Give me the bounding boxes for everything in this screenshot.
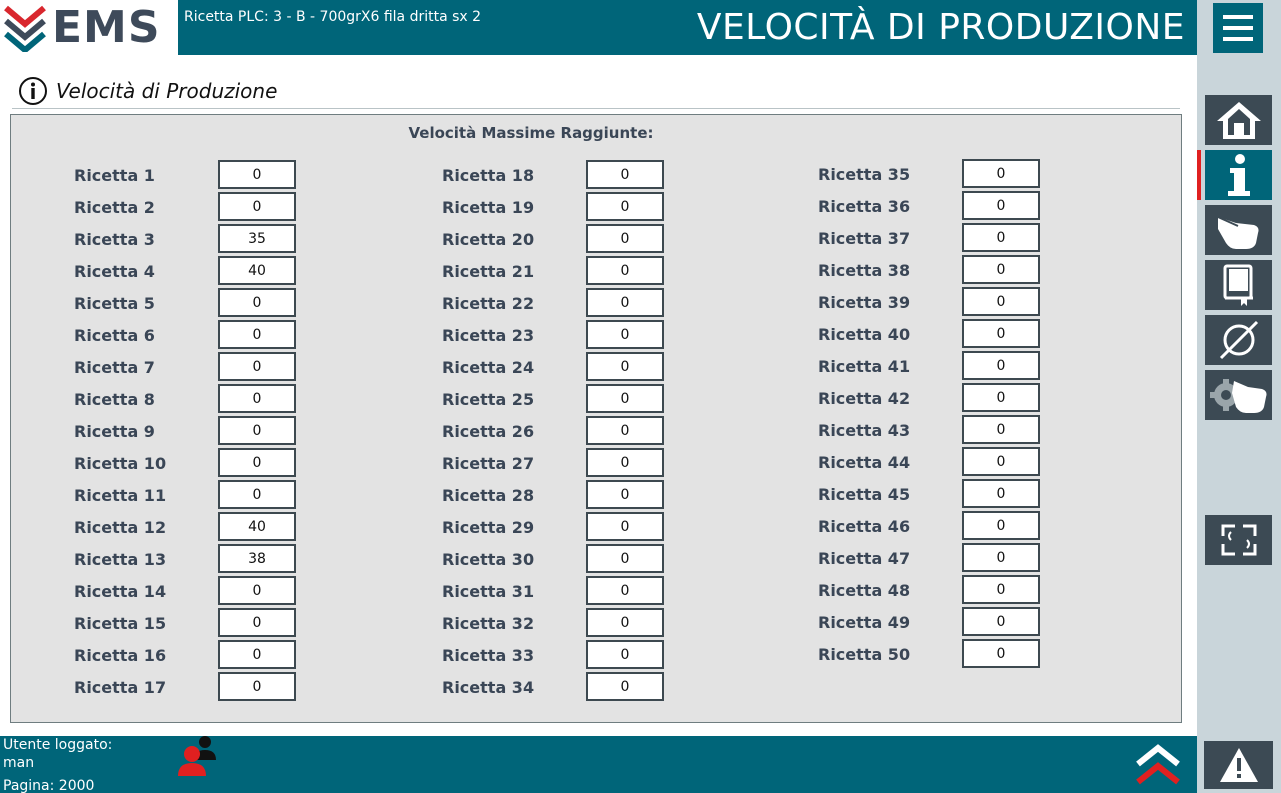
recipe-label: Ricetta 50 — [818, 645, 911, 664]
recipe-speed-field[interactable]: 0 — [586, 480, 664, 509]
alarm-icon — [1218, 746, 1260, 784]
recipe-label: Ricetta 2 — [74, 198, 155, 217]
logged-user-label: Utente loggato: — [3, 737, 113, 753]
recipe-label: Ricetta 20 — [442, 230, 535, 249]
recipe-label: Ricetta 45 — [818, 485, 911, 504]
recipe-label: Ricetta 42 — [818, 389, 911, 408]
section-title-text: Velocità di Produzione — [56, 79, 278, 103]
recipe-label: Ricetta 41 — [818, 357, 911, 376]
recipe-label: Ricetta 37 — [818, 229, 911, 248]
recipe-label: Ricetta 26 — [442, 422, 535, 441]
recipe-speed-field[interactable]: 0 — [586, 544, 664, 573]
home-icon — [1214, 99, 1264, 141]
alarm-button[interactable] — [1204, 741, 1273, 789]
panel-title: Velocità Massime Raggiunte: — [408, 124, 654, 142]
recipe-speed-field[interactable]: 0 — [586, 352, 664, 381]
recipe-speed-field[interactable]: 0 — [218, 416, 296, 445]
logo-text: EMS — [52, 2, 161, 53]
recipe-speed-field[interactable]: 40 — [218, 512, 296, 541]
recipe-speed-field[interactable]: 0 — [586, 608, 664, 637]
logged-user-name: man — [3, 755, 35, 771]
recipe-speed-field[interactable]: 0 — [218, 352, 296, 381]
gear-hand-icon — [1208, 373, 1270, 417]
plc-recipe-label: Ricetta PLC: 3 - B - 700grX6 fila dritta sx 2 — [184, 9, 482, 25]
recipe-label: Ricetta 35 — [818, 165, 911, 184]
hand-pointer-icon — [1214, 209, 1264, 251]
recipe-speed-field[interactable]: 0 — [218, 384, 296, 413]
recipe-speed-field[interactable]: 0 — [962, 415, 1040, 444]
recipe-speed-field[interactable]: 0 — [586, 384, 664, 413]
recipe-label: Ricetta 21 — [442, 262, 535, 281]
recipe-speed-field[interactable]: 0 — [218, 640, 296, 669]
recipe-speed-field[interactable]: 0 — [962, 607, 1040, 636]
recipe-speed-field[interactable]: 0 — [962, 543, 1040, 572]
diameter-button[interactable] — [1205, 315, 1272, 365]
recipe-label: Ricetta 7 — [74, 358, 155, 377]
recipe-speed-field[interactable]: 0 — [962, 575, 1040, 604]
recipe-label: Ricetta 34 — [442, 678, 535, 697]
recipe-label: Ricetta 23 — [442, 326, 535, 345]
recipe-speed-field[interactable]: 0 — [586, 160, 664, 189]
recipe-label: Ricetta 40 — [818, 325, 911, 344]
recipe-label: Ricetta 27 — [442, 454, 535, 473]
recipe-speed-field[interactable]: 0 — [218, 480, 296, 509]
recipe-label: Ricetta 44 — [818, 453, 911, 472]
book-icon — [1221, 263, 1257, 307]
diameter-icon — [1217, 318, 1261, 362]
recipe-label: Ricetta 14 — [74, 582, 167, 601]
recipe-label: Ricetta 39 — [818, 293, 911, 312]
recipe-label: Ricetta 6 — [74, 326, 155, 345]
recipe-speed-field[interactable]: 0 — [218, 576, 296, 605]
menu-button[interactable] — [1213, 3, 1263, 53]
user-icon[interactable] — [176, 734, 220, 778]
recipe-label: Ricetta 24 — [442, 358, 535, 377]
recipe-speed-field[interactable]: 0 — [218, 288, 296, 317]
recipe-label: Ricetta 1 — [74, 166, 155, 185]
recipe-speed-field[interactable]: 0 — [218, 192, 296, 221]
recipe-speed-field[interactable]: 0 — [586, 640, 664, 669]
recipe-speed-field[interactable]: 0 — [962, 383, 1040, 412]
recipe-label: Ricetta 25 — [442, 390, 535, 409]
screen-switch-button[interactable] — [1205, 515, 1272, 565]
recipe-label: Ricetta 22 — [442, 294, 535, 313]
recipe-label: Ricetta 46 — [818, 517, 911, 536]
recipe-speed-field[interactable]: 0 — [586, 256, 664, 285]
manual-control-button[interactable] — [1205, 205, 1272, 255]
recipe-speed-field[interactable]: 0 — [962, 159, 1040, 188]
header-bar — [178, 0, 1197, 55]
recipe-speed-field[interactable]: 0 — [586, 288, 664, 317]
recipe-speed-field[interactable]: 0 — [218, 672, 296, 701]
settings-manual-button[interactable] — [1205, 370, 1272, 420]
screen-switch-icon — [1217, 518, 1261, 562]
recipe-speed-field[interactable]: 38 — [218, 544, 296, 573]
recipe-label: Ricetta 29 — [442, 518, 535, 537]
recipe-label: Ricetta 32 — [442, 614, 535, 633]
recipe-label: Ricetta 49 — [818, 613, 911, 632]
recipe-label: Ricetta 12 — [74, 518, 167, 537]
recipe-speed-field[interactable]: 0 — [586, 672, 664, 701]
ems-logo — [0, 0, 178, 55]
recipe-label: Ricetta 11 — [74, 486, 167, 505]
recipe-speed-field[interactable]: 0 — [218, 160, 296, 189]
home-button[interactable] — [1205, 95, 1272, 145]
recipe-speed-field[interactable]: 0 — [962, 447, 1040, 476]
recipe-speed-field[interactable]: 0 — [962, 255, 1040, 284]
menu-icon — [1221, 13, 1255, 43]
recipe-label: Ricetta 15 — [74, 614, 167, 633]
max-speed-panel — [10, 114, 1182, 723]
recipe-speed-field[interactable]: 0 — [218, 448, 296, 477]
recipe-speed-field[interactable]: 0 — [586, 416, 664, 445]
recipe-speed-field[interactable]: 0 — [962, 319, 1040, 348]
recipe-speed-field[interactable]: 0 — [962, 351, 1040, 380]
recipe-speed-field[interactable]: 0 — [962, 511, 1040, 540]
right-sidebar — [1197, 0, 1281, 793]
recipe-label: Ricetta 9 — [74, 422, 155, 441]
recipe-speed-field[interactable]: 0 — [586, 512, 664, 541]
recipe-label: Ricetta 36 — [818, 197, 911, 216]
recipe-label: Ricetta 4 — [74, 262, 155, 281]
title-divider — [12, 108, 1180, 109]
recipe-label: Ricetta 19 — [442, 198, 535, 217]
recipe-label: Ricetta 8 — [74, 390, 155, 409]
recipe-speed-field[interactable]: 0 — [218, 320, 296, 349]
recipe-speed-field[interactable]: 0 — [962, 479, 1040, 508]
recipe-label: Ricetta 28 — [442, 486, 535, 505]
recipe-label: Ricetta 18 — [442, 166, 535, 185]
recipe-label: Ricetta 31 — [442, 582, 535, 601]
recipe-label: Ricetta 17 — [74, 678, 167, 697]
ems-chevron-logo-icon — [2, 4, 48, 52]
manual-book-button[interactable] — [1205, 260, 1272, 310]
recipe-label: Ricetta 38 — [818, 261, 911, 280]
recipe-speed-field[interactable]: 0 — [586, 320, 664, 349]
recipe-label: Ricetta 5 — [74, 294, 155, 313]
recipe-speed-field[interactable]: 0 — [586, 224, 664, 253]
page-heading: VELOCITÀ DI PRODUZIONE — [696, 7, 1185, 48]
recipe-speed-field[interactable]: 0 — [586, 448, 664, 477]
page-number-label: Pagina: 2000 — [3, 778, 95, 793]
section-title — [18, 76, 277, 106]
recipe-speed-field[interactable]: 0 — [586, 576, 664, 605]
recipe-speed-field[interactable]: 0 — [586, 192, 664, 221]
recipe-label: Ricetta 3 — [74, 230, 155, 249]
active-page-indicator — [1197, 150, 1201, 200]
recipe-label: Ricetta 16 — [74, 646, 167, 665]
recipe-speed-field[interactable]: 0 — [962, 191, 1040, 220]
recipe-label: Ricetta 48 — [818, 581, 911, 600]
info-icon — [1224, 153, 1254, 197]
recipe-label: Ricetta 13 — [74, 550, 167, 569]
recipe-label: Ricetta 43 — [818, 421, 911, 440]
info-circle-icon — [18, 76, 48, 106]
recipe-label: Ricetta 33 — [442, 646, 535, 665]
recipe-speed-field[interactable]: 35 — [218, 224, 296, 253]
recipe-label: Ricetta 30 — [442, 550, 535, 569]
recipe-speed-field[interactable]: 0 — [962, 287, 1040, 316]
recipe-speed-field[interactable]: 40 — [218, 256, 296, 285]
recipe-speed-field[interactable]: 0 — [962, 223, 1040, 252]
recipe-speed-field[interactable]: 0 — [962, 639, 1040, 668]
recipe-label: Ricetta 10 — [74, 454, 167, 473]
recipe-label: Ricetta 47 — [818, 549, 911, 568]
scroll-up-icon[interactable] — [1133, 742, 1183, 788]
recipe-speed-field[interactable]: 0 — [218, 608, 296, 637]
info-button[interactable] — [1205, 150, 1272, 200]
